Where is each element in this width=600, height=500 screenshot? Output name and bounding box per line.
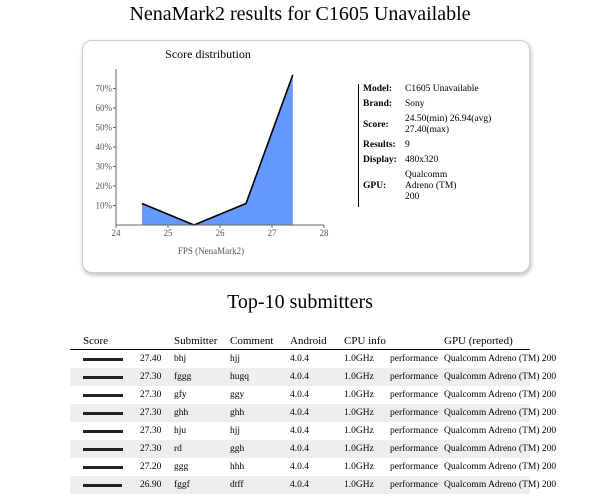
results-value: 9: [405, 140, 410, 150]
x-tick-label: 25: [163, 228, 173, 238]
info-row-score: [363, 114, 528, 136]
score-bar-cell: [70, 368, 140, 386]
table-row: [70, 440, 530, 458]
cpu-mode: performance: [390, 440, 444, 458]
table-row: [70, 422, 530, 440]
header-submitter: Submitter: [174, 333, 230, 350]
submitter-link[interactable]: gfy: [174, 390, 187, 400]
comment: hhh: [230, 462, 245, 472]
score-value: 27.40: [140, 354, 162, 364]
cpu-mode: performance: [390, 404, 444, 422]
score-bar: [83, 358, 123, 361]
y-tick-label: 40%: [95, 142, 112, 152]
cpu-mode: performance: [390, 390, 438, 400]
score-bar: [83, 430, 123, 433]
gpu-reported: Qualcomm Adreno (TM) 200: [444, 426, 557, 436]
cpu-frequency: 1.0GHz: [344, 404, 390, 422]
score-bar: [83, 376, 123, 379]
score-bar: [83, 412, 123, 415]
score-bar-cell: [70, 422, 140, 440]
gpu-reported: Qualcomm Adreno (TM) 200: [444, 476, 530, 494]
y-tick-label: 50%: [95, 122, 112, 133]
info-row-model: [363, 84, 528, 95]
score-label: Score:: [363, 119, 389, 130]
comment: ggh: [230, 440, 290, 458]
chart-x-axis-label: FPS (NenaMark2): [177, 246, 245, 256]
gpu-reported: Qualcomm Adreno (TM) 200: [444, 354, 557, 364]
score-value: 27.20: [140, 462, 162, 472]
score-bar-cell: [70, 350, 140, 369]
header-cpu: CPU info: [344, 333, 444, 350]
cpu-frequency: 1.0GHz: [344, 476, 390, 494]
y-tick-label: 10%: [95, 200, 112, 211]
header-android: Android: [290, 333, 344, 350]
cpu-frequency: 1.0GHz: [344, 462, 374, 472]
gpu-reported: Qualcomm Adreno (TM) 200: [444, 390, 557, 400]
x-tick-label: 28: [319, 228, 329, 238]
table-row: [70, 476, 530, 494]
cpu-frequency: 1.0GHz: [344, 390, 374, 400]
score-bar-cell: [70, 440, 140, 458]
brand-value: Sony: [405, 99, 425, 109]
x-tick-label: 27: [267, 228, 277, 238]
display-value: 480x320: [405, 155, 439, 165]
results-label: Results:: [363, 140, 396, 150]
info-row-results: [363, 140, 528, 151]
submitter-link[interactable]: ggg: [174, 462, 189, 472]
model-label: Model:: [363, 84, 393, 94]
brand-label: Brand:: [363, 99, 393, 109]
submitter-link[interactable]: rd: [174, 440, 230, 458]
table-row: [70, 386, 530, 404]
chart-title: Score distribution: [165, 47, 251, 61]
score-value: 24.50(min) 26.94(avg) 27.40(max): [405, 114, 492, 135]
score-bar: [83, 484, 122, 487]
score-value: 27.30: [140, 440, 174, 458]
cpu-mode: performance: [390, 476, 444, 494]
info-row-display: [363, 155, 528, 166]
display-label: Display:: [363, 155, 397, 165]
android-version: 4.0.4: [290, 462, 309, 472]
score-value: 27.30: [140, 404, 174, 422]
page-title: NenaMark2 results for C1605 Unavailable: [129, 3, 471, 25]
comment: ggy: [230, 390, 245, 400]
score-bar-cell: [70, 476, 140, 494]
header-comment: Comment: [230, 333, 290, 350]
gpu-label: GPU:: [363, 181, 387, 191]
android-version: 4.0.4: [290, 476, 344, 494]
header-score-value-spacer: [140, 333, 174, 350]
submitter-link[interactable]: bhj: [174, 354, 187, 364]
cpu-frequency: 1.0GHz: [344, 440, 390, 458]
distribution-area: [142, 75, 293, 225]
comment: hjj: [230, 426, 241, 436]
android-version: 4.0.4: [290, 404, 344, 422]
gpu-value: Qualcomm Adreno (TM) 200: [405, 170, 457, 202]
score-value: 26.90: [140, 476, 174, 494]
info-row-brand: [363, 99, 528, 110]
android-version: 4.0.4: [290, 354, 309, 364]
score-bar: [83, 448, 123, 451]
table-row: [70, 368, 530, 386]
cpu-mode: performance: [390, 426, 438, 436]
cpu-mode: performance: [390, 462, 438, 472]
y-tick-label: 60%: [95, 103, 112, 113]
score-distribution-chart: [83, 41, 353, 272]
comment: hjj: [230, 354, 241, 364]
x-tick-label: 24: [111, 228, 121, 238]
cpu-frequency: 1.0GHz: [344, 426, 374, 436]
submitter-link[interactable]: fggf: [174, 476, 230, 494]
score-value: 27.30: [140, 426, 162, 436]
submitter-link[interactable]: hju: [174, 426, 187, 436]
android-version: 4.0.4: [290, 390, 309, 400]
table-row: [70, 458, 530, 476]
submitters-title: Top-10 submitters: [227, 291, 373, 313]
device-info: [358, 84, 528, 207]
score-bar-cell: [70, 404, 140, 422]
score-bar: [83, 466, 123, 469]
header-score: Score: [70, 333, 140, 350]
cpu-mode: performance: [390, 368, 444, 386]
gpu-reported: Qualcomm Adreno (TM) 200: [444, 440, 530, 458]
table-header-row: [70, 333, 530, 350]
y-tick-label: 70%: [95, 83, 112, 94]
score-bar-cell: [70, 458, 140, 476]
table-row: [70, 404, 530, 422]
info-row-gpu: [363, 170, 528, 203]
score-bar: [83, 394, 123, 397]
comment: ghh: [230, 404, 290, 422]
gpu-reported: Qualcomm Adreno (TM) 200: [444, 368, 530, 386]
y-tick-label: 20%: [95, 181, 112, 191]
score-value: 27.30: [140, 368, 174, 386]
gpu-reported: Qualcomm Adreno (TM) 200: [444, 404, 530, 422]
comment: dtff: [230, 476, 290, 494]
y-tick-label: 30%: [95, 161, 112, 172]
comment: hugq: [230, 368, 290, 386]
gpu-reported: Qualcomm Adreno (TM) 200: [444, 462, 557, 472]
android-version: 4.0.4: [290, 440, 344, 458]
table-row: [70, 350, 530, 369]
score-value: 27.30: [140, 390, 162, 400]
android-version: 4.0.4: [290, 368, 344, 386]
submitter-link[interactable]: fggg: [174, 368, 230, 386]
cpu-mode: performance: [390, 354, 438, 364]
cpu-frequency: 1.0GHz: [344, 354, 374, 364]
submitter-link[interactable]: ghh: [174, 404, 230, 422]
x-tick-label: 26: [215, 228, 225, 238]
model-value: C1605 Unavailable: [405, 84, 479, 94]
submitters-table: [70, 333, 557, 494]
score-bar-cell: [70, 386, 140, 404]
cpu-frequency: 1.0GHz: [344, 368, 390, 386]
header-gpu: GPU (reported): [444, 333, 530, 350]
android-version: 4.0.4: [290, 426, 309, 436]
results-panel: [82, 40, 530, 273]
